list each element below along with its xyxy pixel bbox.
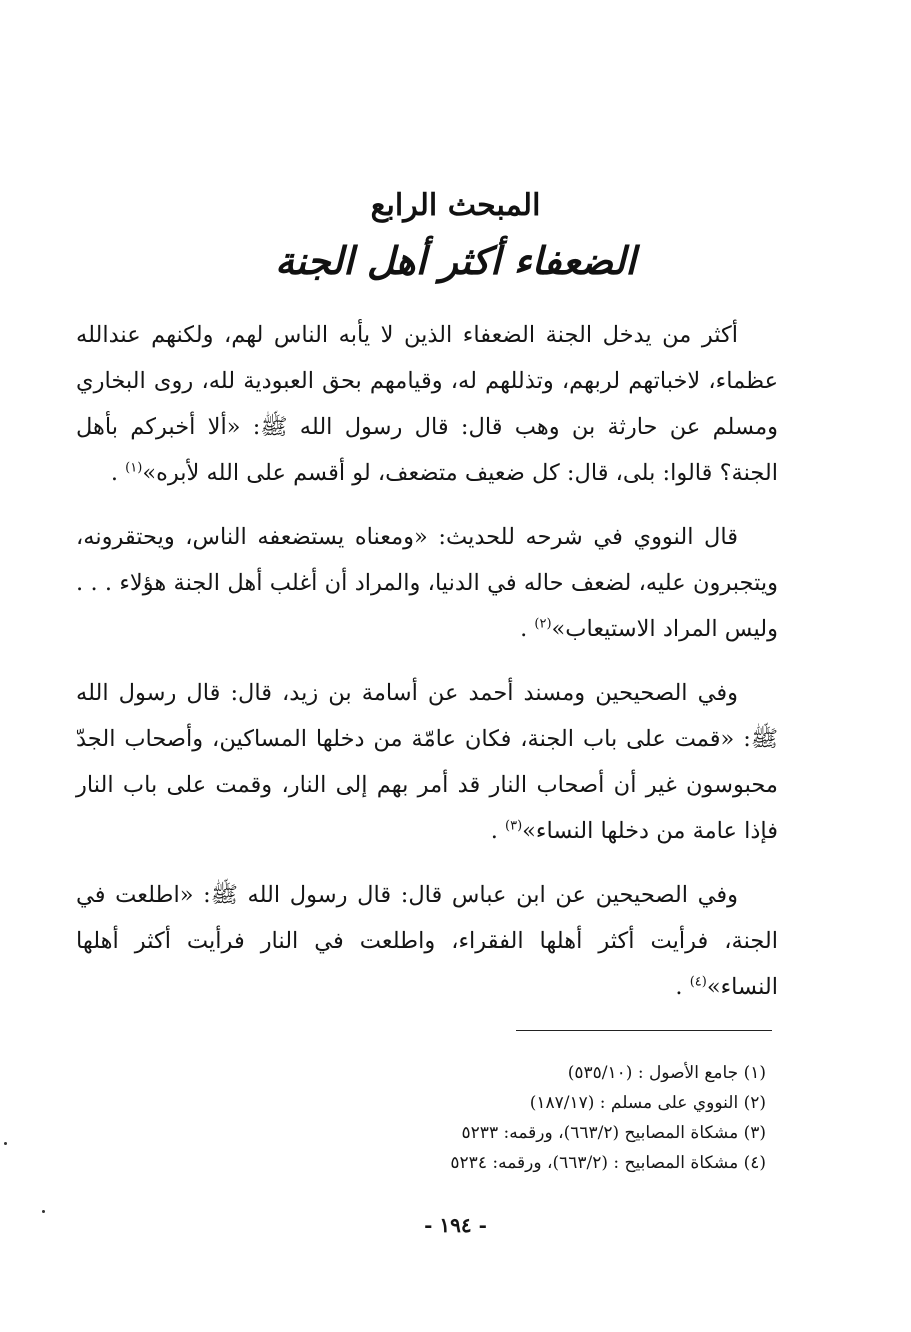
- paragraph-2: [76, 514, 778, 652]
- footnote-ref: (٣): [505, 818, 523, 834]
- paragraph-end: .: [110, 460, 126, 486]
- footnote-divider: [516, 1030, 772, 1031]
- scan-speck: [42, 1210, 45, 1213]
- paragraph-3: [76, 670, 778, 854]
- footnote-2: (٢) النووي على مسلم : (١٨٧/١٧): [529, 1093, 766, 1113]
- footnote-1: (١) جامع الأصول : (٥٣٥/١٠): [567, 1063, 766, 1083]
- paragraph-text: وفي الصحيحين ومسند أحمد عن أسامة بن زيد، قال: قال رسول الله ﷺ: «قمت على باب الجنة، فكان عامّة من دخلها المساكين، وأصحاب الجدّ محبوسون غير أن أصحاب النار قد أمر بهم إلى النار، وقمت على باب النار فإذا عامة من دخلها النساء»: [76, 680, 778, 844]
- paragraph-4: [76, 872, 778, 1010]
- chapter-title: الضعفاء أكثر أهل الجنة: [275, 238, 636, 283]
- paragraph-end: .: [675, 974, 690, 1000]
- section-label: المبحث الرابع: [370, 188, 541, 223]
- page-number: - ١٩٤ -: [424, 1213, 487, 1237]
- footnote-4: (٤) مشكاة المصابيح : (٦٦٣/٢)، ورقمه: ٥٢٣٤: [450, 1153, 766, 1173]
- footnotes: [450, 1058, 766, 1178]
- footnote-ref: (٢): [534, 616, 552, 632]
- footnote-ref: (١): [125, 460, 143, 476]
- body-text: [76, 312, 778, 1028]
- paragraph-end: .: [520, 616, 535, 642]
- paragraph-text: وفي الصحيحين عن ابن عباس قال: قال رسول الله ﷺ: «اطلعت في الجنة، فرأيت أكثر أهلها الفقراء، واطلعت في النار فرأيت أكثر أهلها النساء»: [76, 882, 778, 1000]
- scan-speck: [4, 1142, 7, 1145]
- paragraph-text: قال النووي في شرحه للحديث: «ومعناه يستضعفه الناس، ويحتقرونه، ويتجبرون عليه، لضعف حاله في الدنيا، والمراد أن أغلب أهل الجنة هؤلاء . . . وليس المراد الاستيعاب»: [76, 524, 778, 642]
- paragraph-text: أكثر من يدخل الجنة الضعفاء الذين لا يأبه الناس لهم، ولكنهم عندالله عظماء، لاخباتهم لربهم، وتذللهم له، وقيامهم بحق العبودية لله، روى البخاري ومسلم عن حارثة بن وهب قال: قال رسول الله ﷺ: «ألا أخبركم بأهل الجنة؟ قالوا: بلى، قال: كل ضعيف متضعف، لو أقسم على الله لأبره»: [76, 322, 778, 486]
- footnote-ref: (٤): [689, 974, 707, 990]
- footnote-3: (٣) مشكاة المصابيح (٦٦٣/٢)، ورقمه: ٥٢٣٣: [461, 1123, 766, 1143]
- paragraph-end: .: [490, 818, 506, 844]
- paragraph-1: [76, 312, 778, 496]
